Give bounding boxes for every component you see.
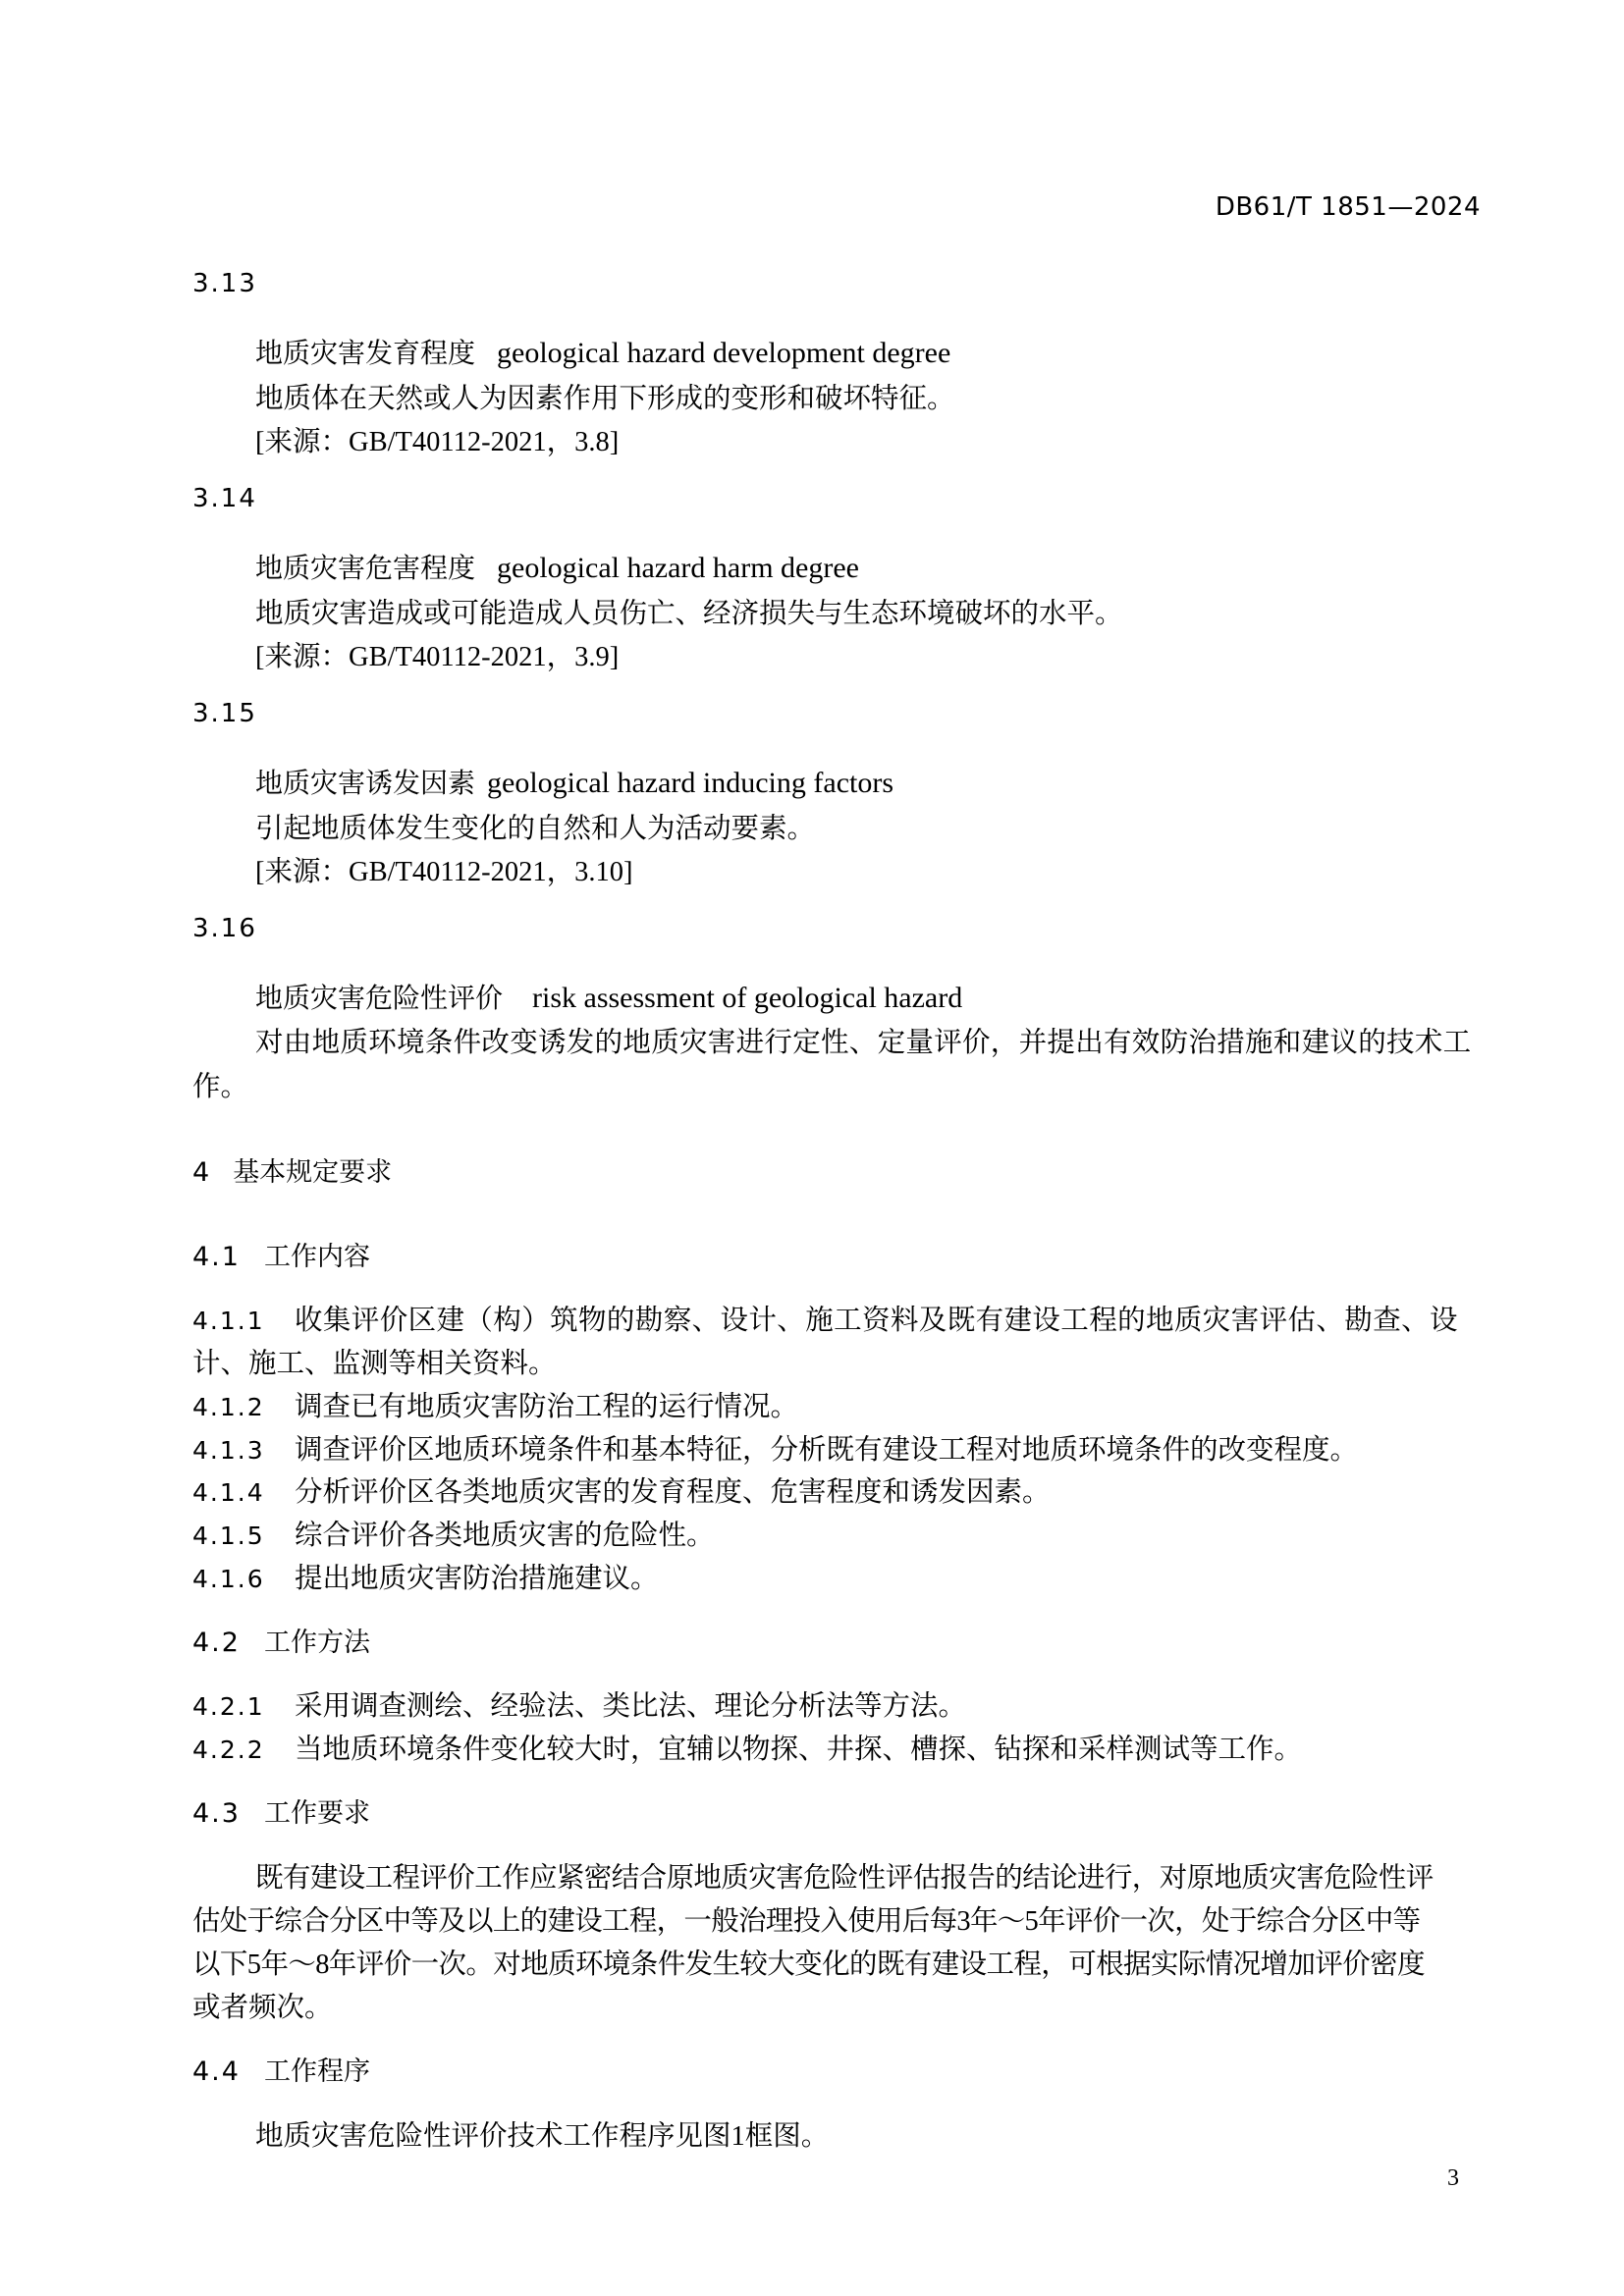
term-english: geological hazard inducing factors bbox=[487, 767, 894, 799]
term-chinese: 地质灾害诱发因素 bbox=[255, 767, 476, 799]
paragraph-line: 既有建设工程评价工作应紧密结合原地质灾害危险性评估报告的结论进行，对原地质灾害危险性评 bbox=[255, 1863, 1434, 1894]
term-number: 3.13 bbox=[192, 269, 257, 298]
term-source: [来源：GB/T40112-2021，3.8] bbox=[255, 427, 620, 457]
list-item bbox=[192, 1727, 1302, 1767]
term-chinese: 地质灾害危险性评价 bbox=[255, 982, 504, 1014]
item-number: 4.1.2 bbox=[192, 1393, 265, 1421]
term-definition: 对由地质环境条件改变诱发的地质灾害进行定性、定量评价，并提出有效防治措施和建议的技术工 bbox=[255, 1028, 1472, 1058]
item-number: 4.1.5 bbox=[192, 1522, 265, 1550]
section-title: 基本规定要求 bbox=[233, 1157, 393, 1188]
subsection-heading bbox=[192, 1791, 370, 1830]
item-text: 调查评价区地质环境条件和基本特征，分析既有建设工程对地质环境条件的改变程度。 bbox=[295, 1435, 1359, 1466]
list-item bbox=[192, 1513, 715, 1553]
term-title bbox=[255, 332, 950, 371]
list-item bbox=[192, 1469, 1051, 1510]
paragraph: 地质灾害危险性评价技术工作程序见图1框图。 bbox=[255, 2121, 830, 2152]
item-text: 调查已有地质灾害防治工程的运行情况。 bbox=[295, 1392, 799, 1422]
subsection-heading bbox=[192, 2050, 370, 2088]
section-heading bbox=[192, 1150, 392, 1189]
subsection-number: 4.3 bbox=[192, 1798, 241, 1829]
list-item bbox=[192, 1384, 798, 1424]
paragraph-line: 估处于综合分区中等及以上的建设工程，一般治理投入使用后每3年～5年评价一次，处于综合分区中等 bbox=[192, 1906, 1421, 1937]
subsection-title: 工作程序 bbox=[263, 2056, 370, 2087]
term-title bbox=[255, 977, 962, 1016]
item-number: 4.1.3 bbox=[192, 1436, 265, 1465]
item-number: 4.1.1 bbox=[192, 1307, 265, 1335]
subsection-heading bbox=[192, 1621, 370, 1659]
subsection-number: 4.1 bbox=[192, 1242, 241, 1272]
list-item bbox=[192, 1298, 1458, 1338]
item-text: 收集评价区建（构）筑物的勘察、设计、施工资料及既有建设工程的地质灾害评估、勘查、设 bbox=[295, 1306, 1458, 1336]
document-code-header: DB61/T 1851—2024 bbox=[1215, 192, 1481, 222]
item-text: 提出地质灾害防治措施建议。 bbox=[295, 1564, 659, 1594]
item-text: 采用调查测绘、经验法、类比法、理论分析法等方法。 bbox=[295, 1691, 967, 1722]
term-source: [来源：GB/T40112-2021，3.10] bbox=[255, 857, 633, 887]
term-english: geological hazard development degree bbox=[497, 337, 951, 369]
term-english: risk assessment of geological hazard bbox=[532, 982, 963, 1014]
subsection-heading bbox=[192, 1235, 370, 1273]
term-title bbox=[255, 547, 859, 586]
item-text: 综合评价各类地质灾害的危险性。 bbox=[295, 1521, 715, 1551]
subsection-title: 工作内容 bbox=[263, 1242, 370, 1272]
term-number: 3.15 bbox=[192, 699, 257, 728]
item-number: 4.1.6 bbox=[192, 1565, 265, 1593]
subsection-number: 4.4 bbox=[192, 2056, 241, 2087]
item-text: 当地质环境条件变化较大时，宜辅以物探、井探、槽探、钻探和采样测试等工作。 bbox=[295, 1735, 1303, 1765]
term-title bbox=[255, 762, 893, 801]
list-item bbox=[192, 1427, 1358, 1468]
item-text: 分析评价区各类地质灾害的发育程度、危害程度和诱发因素。 bbox=[295, 1477, 1051, 1508]
term-number: 3.14 bbox=[192, 484, 257, 513]
item-number: 4.1.4 bbox=[192, 1478, 265, 1507]
term-chinese: 地质灾害危害程度 bbox=[255, 552, 476, 584]
section-number: 4 bbox=[192, 1157, 212, 1188]
paragraph-line: 以下5年～8年评价一次。对地质环境条件发生较大变化的既有建设工程，可根据实际情况增加评价密度 bbox=[192, 1949, 1425, 1980]
term-definition: 地质体在天然或人为因素作用下形成的变形和破坏特征。 bbox=[255, 384, 955, 414]
list-item bbox=[192, 1556, 659, 1596]
term-number: 3.16 bbox=[192, 914, 257, 943]
subsection-title: 工作要求 bbox=[263, 1798, 370, 1829]
term-chinese: 地质灾害发育程度 bbox=[255, 337, 476, 369]
subsection-number: 4.2 bbox=[192, 1628, 241, 1658]
term-definition: 地质灾害造成或可能造成人员伤亡、经济损失与生态环境破坏的水平。 bbox=[255, 599, 1123, 629]
list-item-continuation: 计、施工、监测等相关资料。 bbox=[192, 1349, 557, 1379]
item-number: 4.2.1 bbox=[192, 1692, 265, 1721]
item-number: 4.2.2 bbox=[192, 1735, 265, 1764]
list-item bbox=[192, 1683, 966, 1724]
subsection-title: 工作方法 bbox=[263, 1628, 370, 1658]
term-english: geological hazard harm degree bbox=[497, 552, 859, 584]
term-definition: 引起地质体发生变化的自然和人为活动要素。 bbox=[255, 814, 816, 844]
paragraph-line: 或者频次。 bbox=[192, 1993, 333, 2023]
term-source: [来源：GB/T40112-2021，3.9] bbox=[255, 642, 620, 672]
term-definition-continuation: 作。 bbox=[192, 1072, 249, 1102]
page-number: 3 bbox=[1447, 2165, 1459, 2191]
